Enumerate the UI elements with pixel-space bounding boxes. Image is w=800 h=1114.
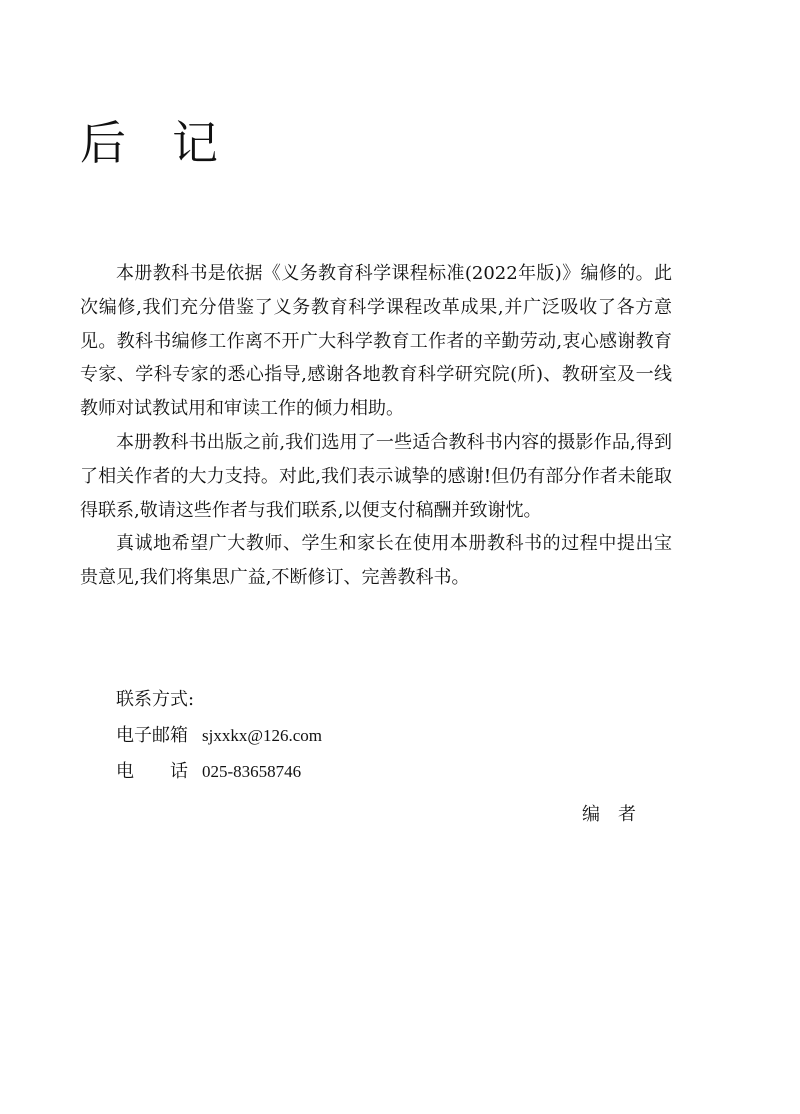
page-title: 后 记 xyxy=(80,115,218,170)
email-label: 电子邮箱 xyxy=(116,725,188,746)
email-value: sjxxkx@126.com xyxy=(202,726,323,745)
afterword-body xyxy=(80,257,672,595)
phone-value: 025-83658746 xyxy=(202,762,302,781)
paragraph-1: 本册教科书是依据《义务教育科学课程标准(2022年版)》编修的。此次编修,我们充分借鉴了义务教育科学课程改革成果,并广泛吸收了各方意见。教科书编修工作离不开广大科学教育工作者的辛勤劳动,衷心感谢教育专家、学科专家的悉心指导,感谢各地教育科学研究院(所)、教研室及一线教师对试教试用和审读工作的倾力相助。 xyxy=(80,263,672,420)
contact-info xyxy=(116,682,322,790)
paragraph-3: 真诚地希望广大教师、学生和家长在使用本册教科书的过程中提出宝贵意见,我们将集思广益,不断修订、完善教科书。 xyxy=(80,533,672,589)
contact-email-row xyxy=(116,718,322,754)
contact-phone-row xyxy=(116,754,322,790)
paragraph-2: 本册教科书出版之前,我们选用了一些适合教科书内容的摄影作品,得到了相关作者的大力支持。对此,我们表示诚挚的感谢!但仍有部分作者未能取得联系,敬请这些作者与我们联系,以便支付稿酬并致谢忱。 xyxy=(80,431,672,521)
phone-label: 电 话 xyxy=(116,761,188,782)
editor-signature: 编 者 xyxy=(582,804,636,825)
contact-heading: 联系方式: xyxy=(116,689,195,710)
